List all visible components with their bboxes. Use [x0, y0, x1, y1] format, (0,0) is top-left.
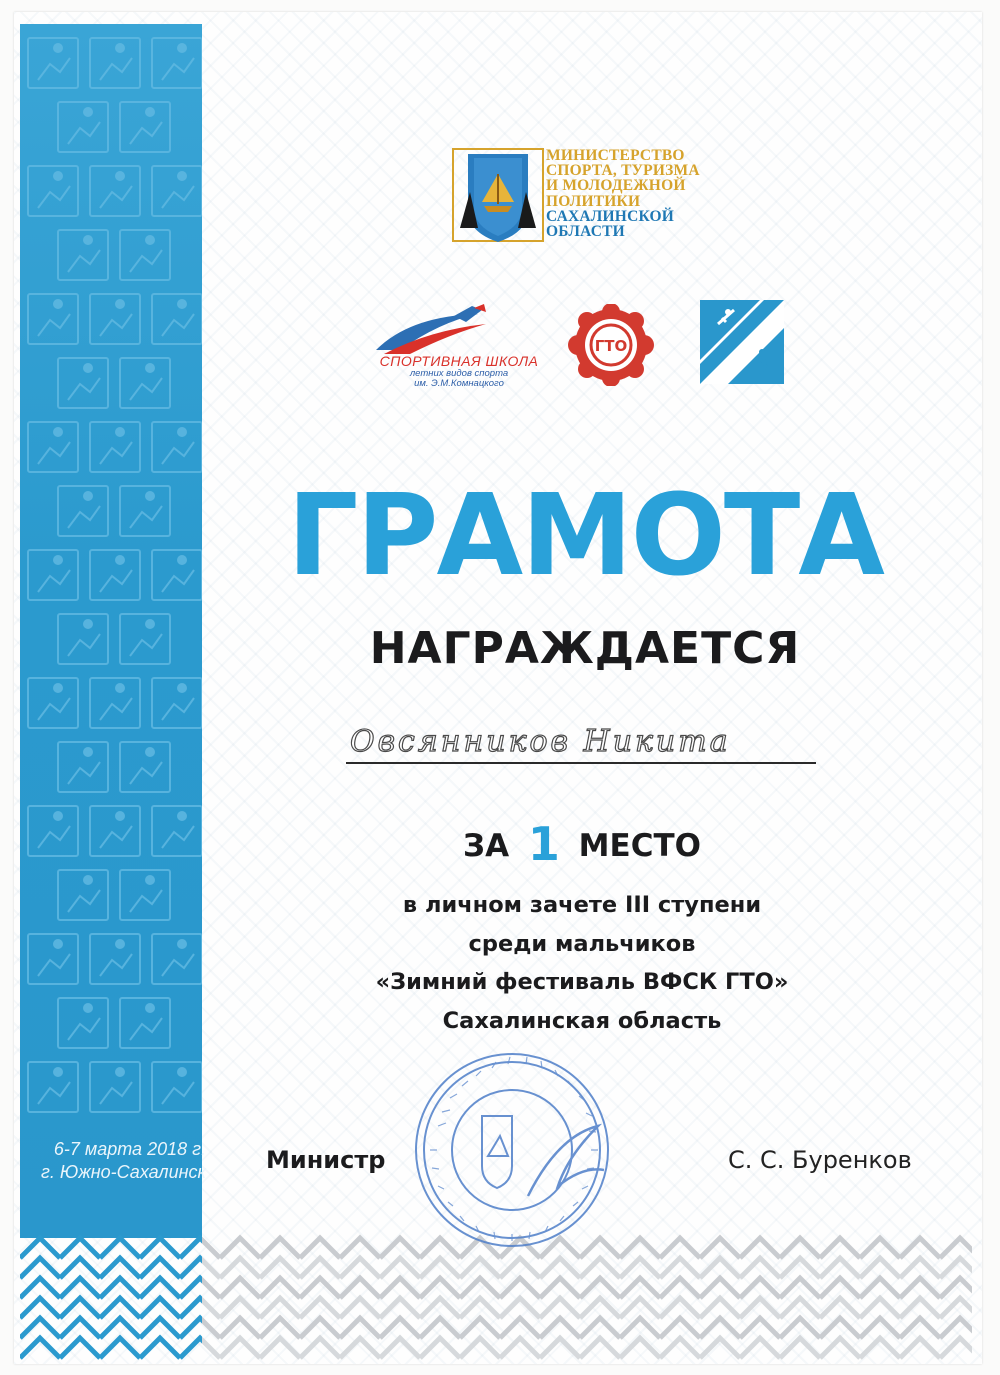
gto-emblem-icon: [564, 304, 658, 386]
description-line: «Зимний фестиваль ВФСК ГТО»: [375, 969, 789, 995]
signature-role: Министр: [266, 1146, 386, 1174]
certificate-title: ГРАМОТА: [287, 471, 883, 601]
school-line-3: им. Э.М.Комнацкого: [414, 378, 504, 389]
ministry-line: МИНИСТЕРСТВО: [546, 147, 685, 164]
ministry-name: [546, 148, 746, 239]
event-city: г. Южно-Сахалинск: [41, 1162, 206, 1182]
certificate-subtitle: НАГРАЖДАЕТСЯ: [369, 623, 801, 674]
ministry-line: СПОРТА, ТУРИЗМА: [546, 162, 700, 180]
school-line-1: СПОРТИВНАЯ ШКОЛА: [379, 353, 539, 369]
ministry-line: И МОЛОДЕЖНОЙ: [546, 177, 686, 195]
place-line: [0, 816, 1000, 874]
place-prefix: ЗА: [463, 828, 510, 864]
ministry-emblem-icon: [452, 148, 544, 246]
sports-school-name: [372, 354, 546, 389]
signature-name: С. С. Буренков: [728, 1146, 912, 1174]
gto-label: ГТО: [594, 337, 628, 355]
ministry-line: ПОЛИТИКИ: [546, 192, 641, 210]
ski-jump-logo-icon: [700, 300, 784, 384]
event-date-block: [26, 1138, 206, 1184]
place-number: 1: [527, 817, 560, 871]
place-suffix: МЕСТО: [578, 828, 701, 864]
description-line: Сахалинская область: [442, 1007, 722, 1034]
school-line-2: летних видов спорта: [409, 368, 509, 379]
ministry-line: САХАЛИНСКОЙ: [546, 207, 675, 225]
event-date: 6-7 марта 2018 г.: [53, 1139, 206, 1159]
description-line: в личном зачете III ступени: [402, 892, 762, 918]
ministry-line: ОБЛАСТИ: [546, 223, 625, 241]
recipient-name: Овсянников Никита: [350, 724, 731, 759]
description-line: среди мальчиков: [468, 930, 696, 957]
official-stamp-icon: [408, 1046, 618, 1256]
award-description: [0, 886, 1000, 1040]
recipient-underline: [346, 762, 816, 764]
